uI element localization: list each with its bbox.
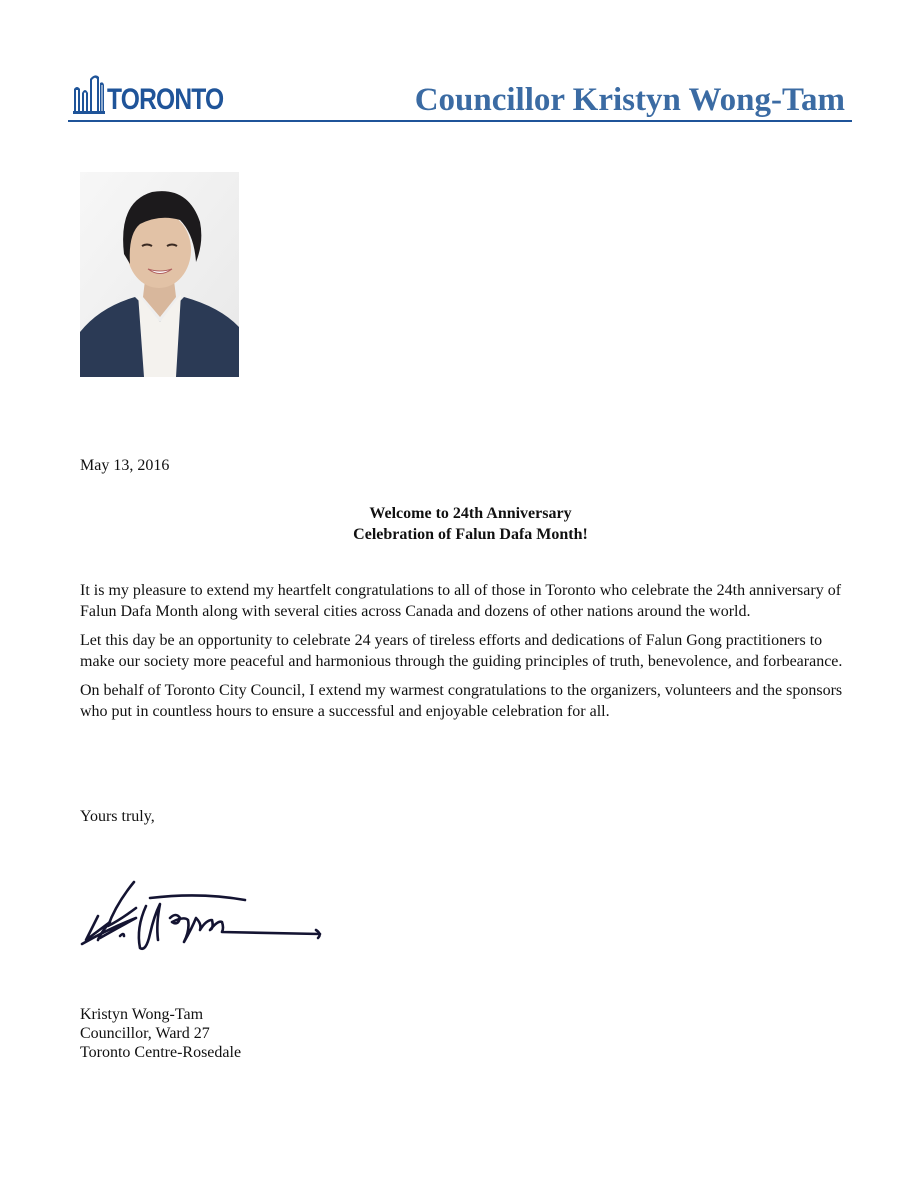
page-title: Councillor Kristyn Wong-Tam <box>414 82 845 118</box>
body-paragraph: On behalf of Toronto City Council, I extend my warmest congratulations to the organizers, volunteers and the sponsors who put in countless hours to ensure a successful and enjoyable celebration for all. <box>80 682 843 720</box>
letter-date: May 13, 2016 <box>80 457 170 474</box>
portrait-image <box>80 172 239 377</box>
signature-block <box>80 1005 241 1062</box>
letter-closing: Yours truly, <box>80 808 155 825</box>
heading-line-2: Celebration of Falun Dafa Month! <box>353 526 588 543</box>
councillor-portrait <box>80 172 239 377</box>
letter-heading <box>0 503 913 545</box>
toronto-logo <box>73 73 249 115</box>
city-hall-icon <box>73 73 105 115</box>
logo-text: TORONTO <box>107 83 224 116</box>
handwritten-signature <box>80 878 330 968</box>
signer-riding: Toronto Centre-Rosedale <box>80 1044 242 1061</box>
signature-icon <box>80 878 330 968</box>
header-divider <box>68 120 852 122</box>
heading-line-1: Welcome to 24th Anniversary <box>369 505 572 522</box>
signer-name: Kristyn Wong-Tam <box>80 1006 204 1023</box>
letter-body <box>80 581 850 731</box>
body-paragraph: Let this day be an opportunity to celebrate 24 years of tireless efforts and dedications of Falun Gong practitioners to make our society more peaceful and harmonious through the guiding principles of truth, benevolence, and forbearance. <box>80 632 843 670</box>
signer-position: Councillor, Ward 27 <box>80 1025 210 1042</box>
body-paragraph: It is my pleasure to extend my heartfelt congratulations to all of those in Toronto who celebrate the 24th anniversary of Falun Dafa Month along with several cities across Canada and dozens of other nations around the world. <box>80 582 842 620</box>
